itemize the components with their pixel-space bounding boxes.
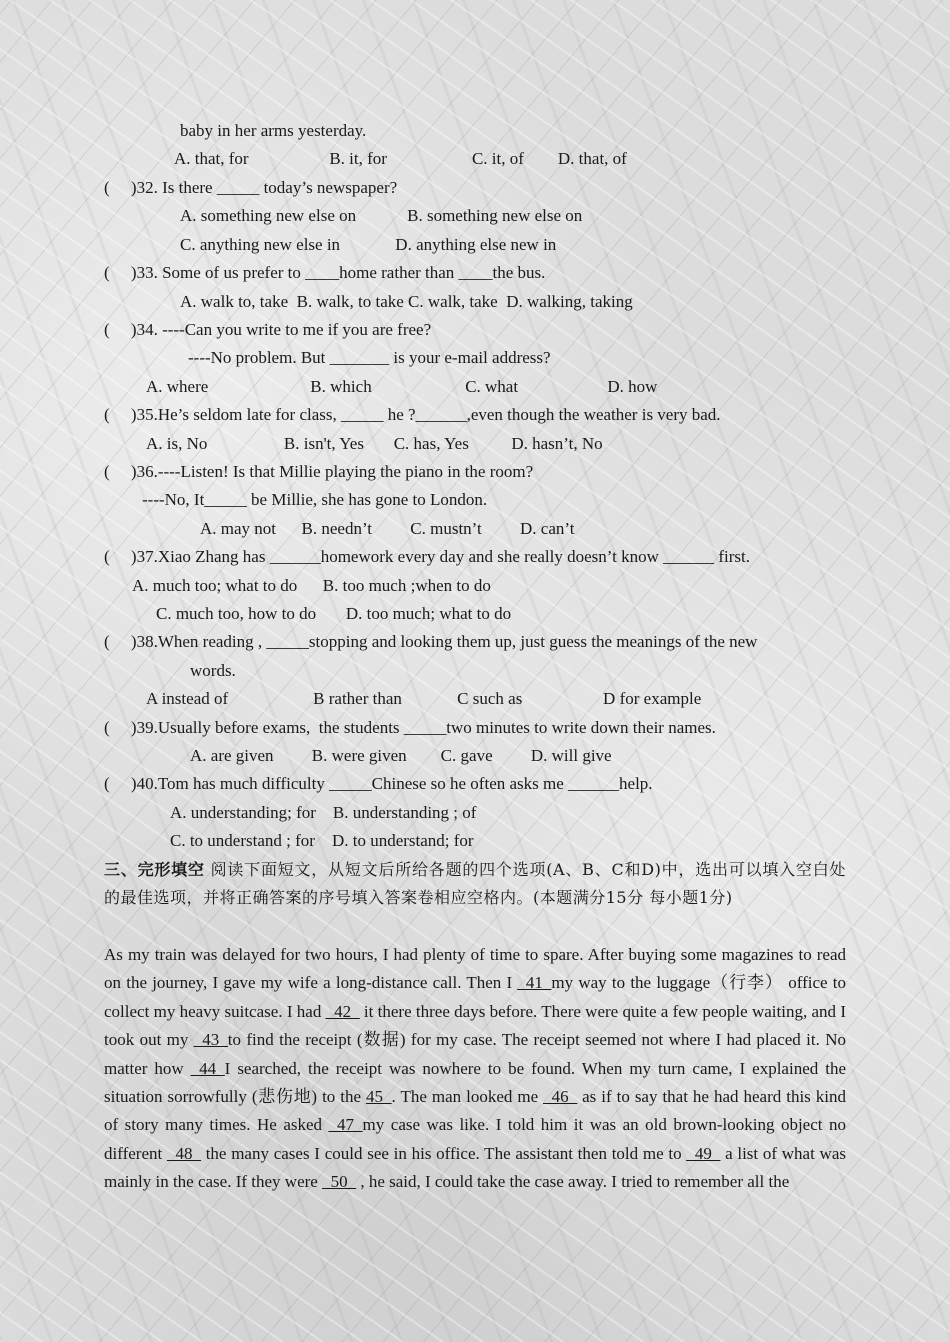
question-39-stem: ( )39.Usually before exams, the students _____two minutes to write down their names. [104, 718, 716, 737]
passage-text: it there three days before. There were quite a few people waiting, and I took out my [104, 1001, 847, 1050]
blank-47: _47_ [328, 1115, 363, 1135]
question-38-stem: ( )38.When reading , _____stopping and looking them up, just guess the meanings of the new [104, 632, 758, 651]
question-40-stem: ( )40.Tom has much difficulty _____Chinese so he often asks me ______help. [104, 774, 653, 793]
blank-50: _50_ [322, 1172, 357, 1192]
passage-text: my way to the luggage（行李） office to collect my heavy suitcase. I had [104, 973, 846, 1021]
blank-46: _46_ [543, 1087, 578, 1107]
question-37-stem: ( )37.Xiao Zhang has ______homework every day and she really doesn’t know ______ first. [104, 547, 751, 566]
question-31-options: A. that, for B. it, for C. it, of D. that, of [174, 149, 627, 168]
cloze-passage [104, 941, 846, 1197]
blank-42: _42_ [325, 1001, 360, 1021]
question-32-options-cd: C. anything new else in D. anything else new in [180, 235, 557, 254]
passage-text: my case was like. I told him it was an old brown-looking object no different [104, 1115, 846, 1163]
question-32-stem: ( )32. Is there _____ today’s newspaper? [104, 178, 398, 197]
question-36-stem-line2: ----No, It_____ be Millie, she has gone to London. [142, 490, 488, 509]
passage-text: As my train was delayed for two hours, I had plenty of time to spare. After buying some magazines to read on the journey, I gave my wife a long-distance call. Then I [104, 945, 846, 993]
question-39-options: A. are given B. were given C. gave D. will give [190, 746, 612, 765]
question-33-stem: ( )33. Some of us prefer to ____home rather than ____the bus. [104, 263, 546, 282]
passage-text: I searched, the receipt was nowhere to be found. When my turn came, I explained the situation sorrowfully (悲伤地) to the [104, 1058, 846, 1107]
question-37-options-cd: C. much too, how to do D. too much; what to do [156, 604, 512, 623]
passage-text: the many cases I could see in his office. The assistant then told me to [200, 1143, 687, 1163]
question-35-options: A. is, No B. isn't, Yes C. has, Yes D. hasn’t, No [146, 434, 603, 453]
question-37-options-ab: A. much too; what to do B. too much ;when to do [132, 576, 491, 595]
question-38-options: A instead of B rather than C such as D for example [146, 689, 702, 708]
passage-text: , he said, I could take the case away. I tried to remember all the [356, 1172, 790, 1192]
question-35-stem: ( )35.He’s seldom late for class, _____ he ?______,even though the weather is very bad. [104, 405, 721, 424]
question-34-options: A. where B. which C. what D. how [146, 377, 658, 396]
question-38-stem-line2: words. [190, 661, 236, 680]
blank-44: _44_ [190, 1058, 225, 1078]
question-32-options-ab: A. something new else on B. something new else on [180, 206, 583, 225]
question-31-continuation: baby in her arms yesterday. [180, 121, 367, 140]
question-36-options: A. may not B. needn’t C. mustn’t D. can’t [200, 519, 575, 538]
question-40-options-ab: A. understanding; for B. understanding ; of [170, 803, 477, 822]
passage-text: as if to say that he had heard this kind of story many times. He asked [104, 1087, 846, 1135]
blank-43: _43_ [193, 1030, 228, 1050]
question-40-options-cd: C. to understand ; for D. to understand; for [170, 831, 474, 850]
blank-48: _48_ [166, 1143, 201, 1163]
question-36-stem: ( )36.----Listen! Is that Millie playing the piano in the room? [104, 462, 534, 481]
question-34-stem-line2: ----No problem. But _______ is your e-mail address? [188, 348, 551, 367]
section-heading [104, 856, 846, 913]
blank-49: _49_ [686, 1143, 721, 1163]
passage-text: to find the receipt (数据) for my case. The receipt seemed not where I had placed it. No matter how [104, 1030, 847, 1078]
section-instructions: 阅读下面短文，从短文后所给各题的四个选项(A、B、C和D)中，选出可以填入空白处的最佳选项，并将正确答案的序号填入答案卷相应空格内。(本题满分15分 每小题1分) [104, 860, 846, 908]
section-title: 三、完形填空 [104, 860, 205, 879]
blank-45: 45_ [366, 1087, 392, 1107]
question-34-stem: ( )34. ----Can you write to me if you are free? [104, 320, 432, 339]
question-33-options: A. walk to, take B. walk, to take C. walk, take D. walking, taking [180, 292, 633, 311]
blank-41: _41_ [517, 973, 552, 993]
passage-text: a list of what was mainly in the case. If they were [104, 1143, 846, 1192]
passage-text: . The man looked me [391, 1087, 544, 1107]
